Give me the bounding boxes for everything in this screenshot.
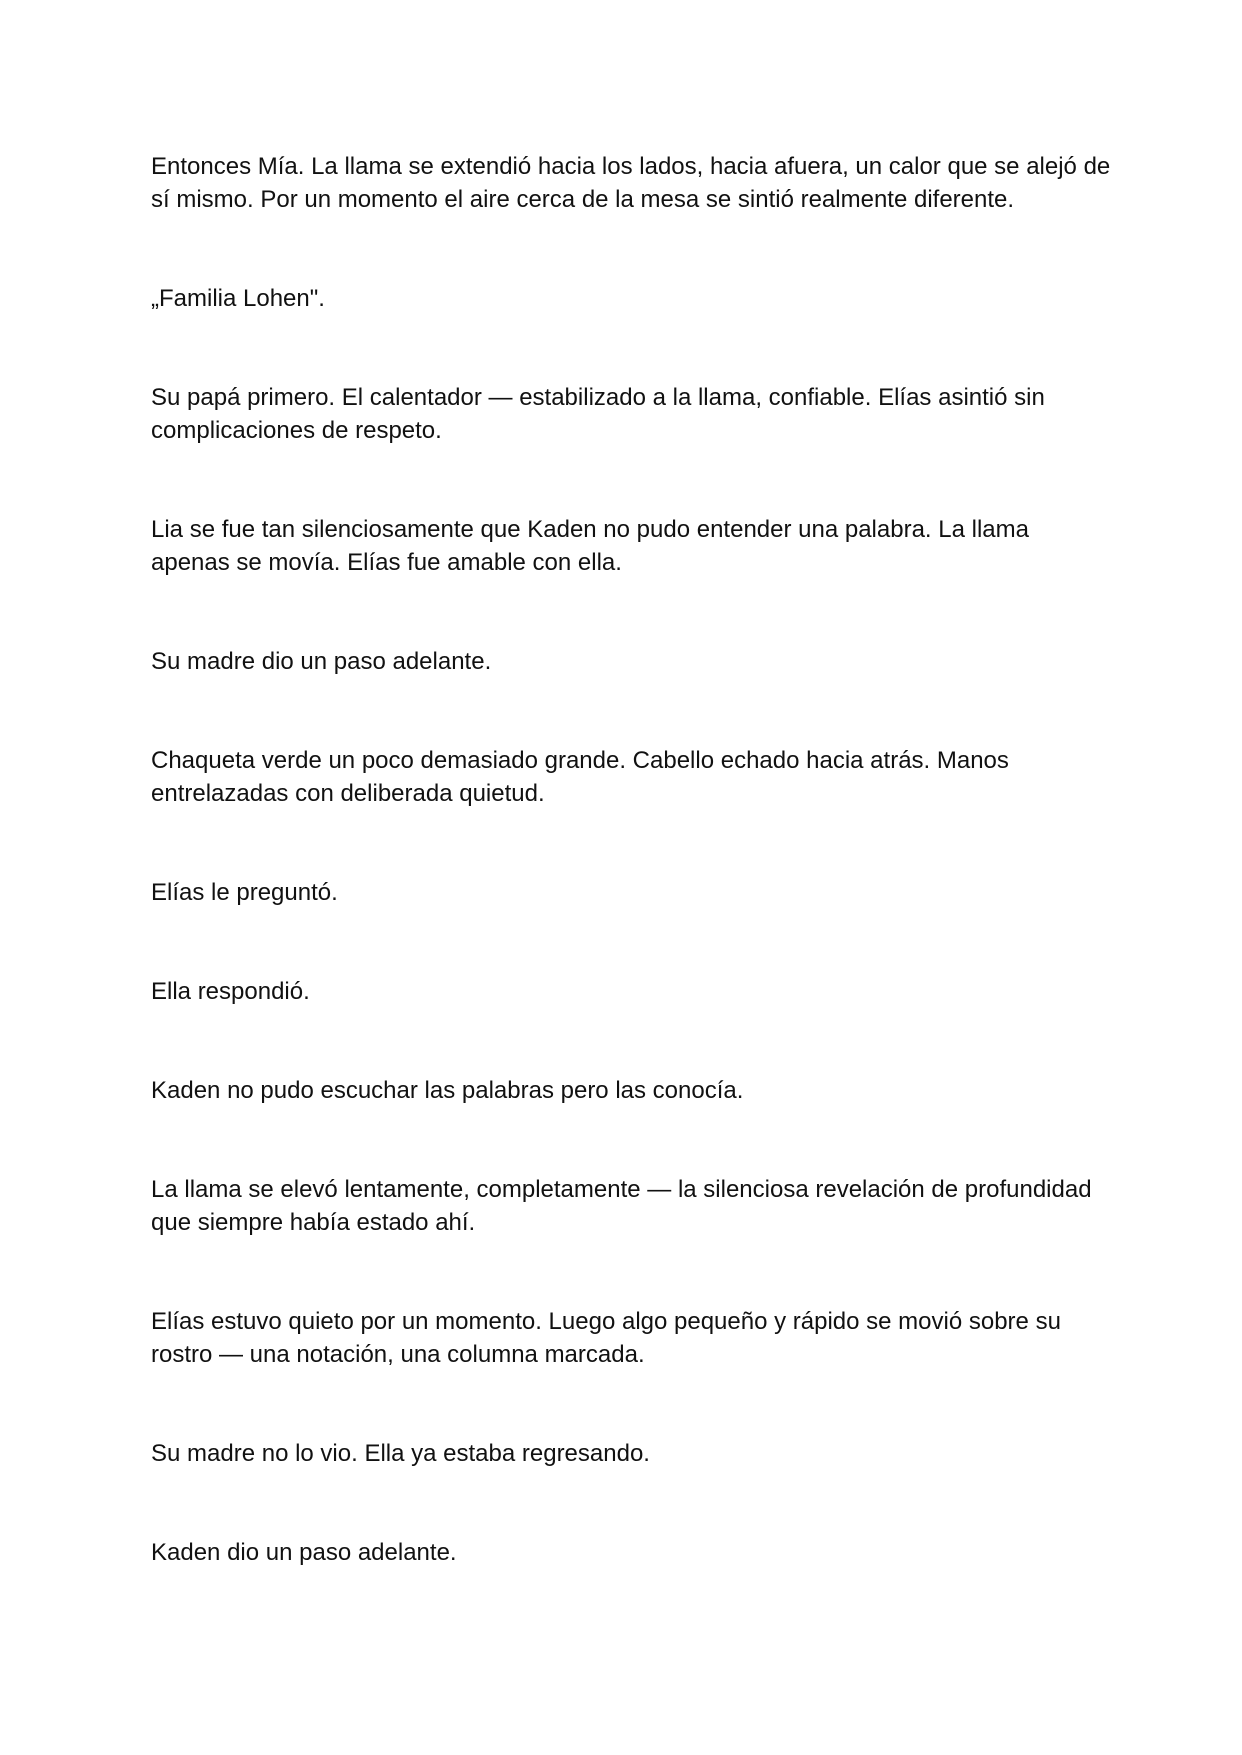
paragraph: Kaden dio un paso adelante. — [151, 1539, 457, 1566]
paragraph: Ella respondió. — [151, 978, 310, 1005]
paragraph: Su papá primero. El calentador — estabilizado a la llama, confiable. Elías asintió sin complicaciones de respeto. — [151, 384, 1045, 444]
paragraph: Elías estuvo quieto por un momento. Luego algo pequeño y rápido se movió sobre su rostro — una notación, una columna marcada. — [151, 1308, 1061, 1368]
document-body — [151, 150, 1111, 1635]
paragraph: Chaqueta verde un poco demasiado grande. Cabello echado hacia atrás. Manos entrelazadas con deliberada quietud. — [151, 747, 1009, 807]
paragraph: Su madre dio un paso adelante. — [151, 648, 492, 675]
paragraph: Su madre no lo vio. Ella ya estaba regresando. — [151, 1440, 650, 1467]
paragraph: Entonces Mía. La llama se extendió hacia los lados, hacia afuera, un calor que se alejó de sí mismo. Por un momento el aire cerca de la mesa se sintió realmente diferente. — [151, 153, 1111, 213]
paragraph: La llama se elevó lentamente, completamente — la silenciosa revelación de profundidad que siempre había estado ahí. — [151, 1176, 1092, 1236]
paragraph: „Familia Lohen". — [151, 285, 325, 312]
paragraph: Elías le preguntó. — [151, 879, 338, 906]
paragraph: Lia se fue tan silenciosamente que Kaden no pudo entender una palabra. La llama apenas se movía. Elías fue amable con ella. — [151, 516, 1029, 576]
paragraph: Kaden no pudo escuchar las palabras pero las conocía. — [151, 1077, 744, 1104]
